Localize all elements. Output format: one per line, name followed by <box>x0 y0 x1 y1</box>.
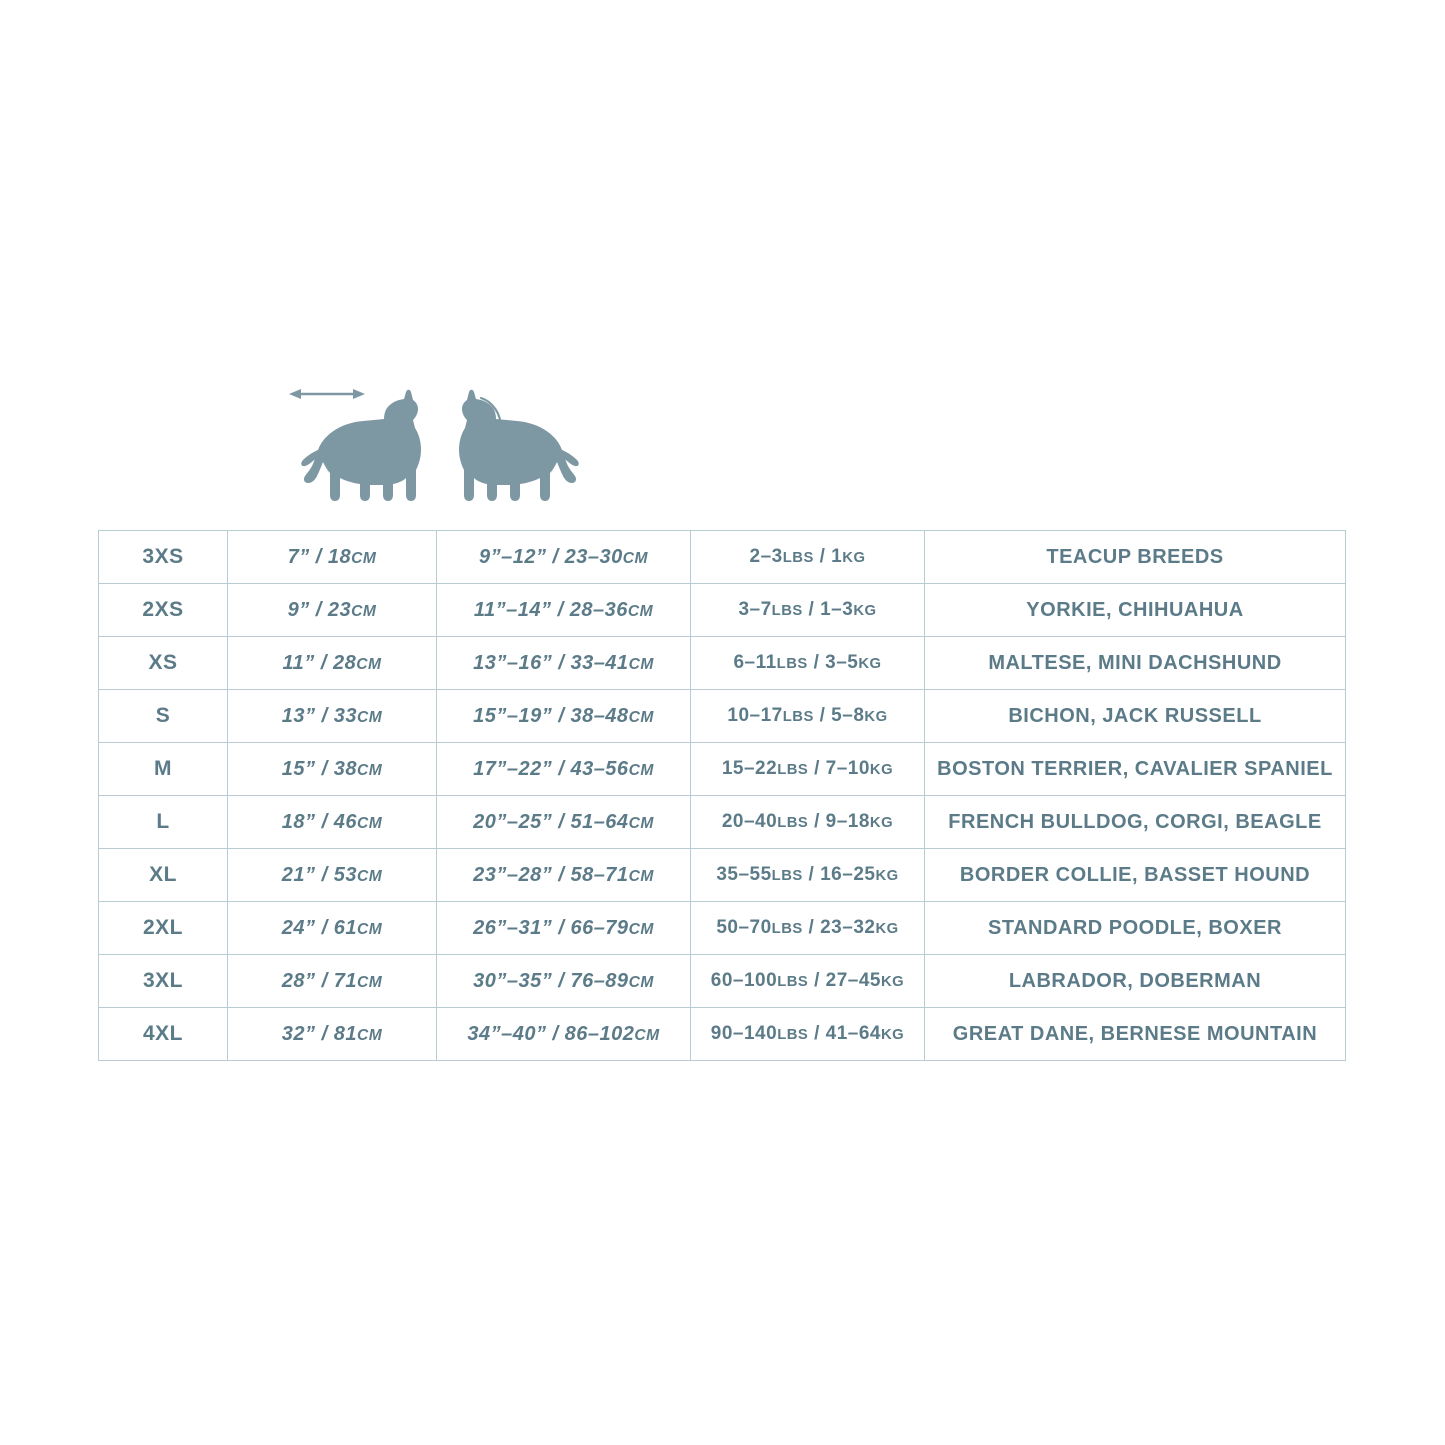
neck-value: 21” / 53 <box>281 863 357 886</box>
cell-breeds: BORDER COLLIE, BASSET HOUND <box>925 849 1346 902</box>
cell-neck <box>228 849 437 902</box>
chest-value: 15”–19” / 38–48 <box>473 704 629 727</box>
cell-chest <box>437 1008 691 1061</box>
chest-value: 17”–22” / 43–56 <box>473 757 629 780</box>
cell-chest <box>437 690 691 743</box>
weight-value: 35–55 <box>716 864 772 885</box>
cell-breeds: GREAT DANE, BERNESE MOUNTAIN <box>925 1008 1346 1061</box>
cell-weight <box>691 796 925 849</box>
cell-breeds: BICHON, JACK RUSSELL <box>925 690 1346 743</box>
cell-neck <box>228 531 437 584</box>
weight-separator: / 16–25 <box>802 864 876 885</box>
cell-chest <box>437 796 691 849</box>
cell-size: L <box>99 796 228 849</box>
weight-value: 60–100 <box>710 970 778 991</box>
weight-unit-lbs: LBS <box>771 868 803 884</box>
cell-size: 3XL <box>99 955 228 1008</box>
chest-unit: CM <box>628 708 654 726</box>
cell-weight <box>691 637 925 690</box>
weight-unit-lbs: LBS <box>782 709 814 725</box>
neck-value: 9” / 23 <box>287 598 352 621</box>
neck-unit: CM <box>356 1026 383 1044</box>
chest-unit: CM <box>628 761 654 779</box>
weight-unit-kg: KG <box>880 1027 905 1043</box>
weight-value: 15–22 <box>721 758 778 779</box>
weight-unit-lbs: LBS <box>776 656 808 672</box>
weight-unit-lbs: LBS <box>777 762 809 778</box>
neck-unit: CM <box>356 867 383 885</box>
size-chart-body <box>99 531 1346 1061</box>
weight-value: 2–3 <box>749 546 783 567</box>
cell-breeds: LABRADOR, DOBERMAN <box>925 955 1346 1008</box>
chest-value: 30”–35” / 76–89 <box>473 969 629 992</box>
cell-neck <box>228 584 437 637</box>
cell-breeds: STANDARD POODLE, BOXER <box>925 902 1346 955</box>
chest-value: 11”–14” / 28–36 <box>473 598 628 621</box>
cell-chest <box>437 955 691 1008</box>
weight-unit-kg: KG <box>869 815 894 831</box>
cell-weight <box>691 743 925 796</box>
weight-separator: / 23–32 <box>802 917 876 938</box>
weight-unit-lbs: LBS <box>777 815 809 831</box>
neck-unit: CM <box>356 761 383 779</box>
dog-measurement-illustration <box>285 380 595 505</box>
cell-chest <box>437 743 691 796</box>
table-row <box>99 796 1346 849</box>
weight-unit-kg: KG <box>858 656 882 672</box>
weight-separator: / 7–10 <box>808 758 870 779</box>
cell-neck <box>228 743 437 796</box>
weight-unit-kg: KG <box>875 921 899 937</box>
weight-separator: / 1–3 <box>802 599 854 620</box>
cell-size: 4XL <box>99 1008 228 1061</box>
chest-unit: CM <box>628 973 654 991</box>
weight-unit-kg: KG <box>853 603 877 619</box>
neck-unit: CM <box>356 814 383 832</box>
cell-neck <box>228 637 437 690</box>
cell-weight <box>691 849 925 902</box>
chest-unit: CM <box>627 602 654 620</box>
cell-weight <box>691 955 925 1008</box>
table-row <box>99 690 1346 743</box>
table-row <box>99 531 1346 584</box>
table-row <box>99 902 1346 955</box>
cell-neck <box>228 690 437 743</box>
weight-unit-lbs: LBS <box>771 921 803 937</box>
weight-separator: / 3–5 <box>807 652 859 673</box>
cell-chest <box>437 637 691 690</box>
weight-unit-lbs: LBS <box>771 603 803 619</box>
neck-value: 15” / 38 <box>281 757 357 780</box>
cell-weight <box>691 690 925 743</box>
cell-weight <box>691 902 925 955</box>
weight-value: 90–140 <box>710 1023 778 1044</box>
neck-value: 18” / 46 <box>281 810 357 833</box>
weight-separator: / 5–8 <box>813 705 865 726</box>
cell-breeds: YORKIE, CHIHUAHUA <box>925 584 1346 637</box>
neck-value: 11” / 28 <box>282 651 357 674</box>
cell-chest <box>437 902 691 955</box>
cell-size: S <box>99 690 228 743</box>
cell-size: M <box>99 743 228 796</box>
cell-weight <box>691 584 925 637</box>
weight-unit-lbs: LBS <box>782 550 814 566</box>
table-row <box>99 584 1346 637</box>
cell-neck <box>228 955 437 1008</box>
cell-breeds: BOSTON TERRIER, CAVALIER SPANIEL <box>925 743 1346 796</box>
weight-separator: / 41–64 <box>808 1023 881 1044</box>
cell-breeds: TEACUP BREEDS <box>925 531 1346 584</box>
neck-measure-arrow <box>289 389 365 399</box>
chest-unit: CM <box>628 655 654 673</box>
table-row <box>99 1008 1346 1061</box>
weight-unit-lbs: LBS <box>777 974 809 990</box>
neck-unit: CM <box>351 602 377 620</box>
cell-breeds: FRENCH BULLDOG, CORGI, BEAGLE <box>925 796 1346 849</box>
chest-unit: CM <box>628 920 654 938</box>
weight-value: 3–7 <box>738 599 772 620</box>
cell-weight <box>691 531 925 584</box>
cell-size: XS <box>99 637 228 690</box>
chest-value: 9”–12” / 23–30 <box>478 545 623 568</box>
neck-value: 28” / 71 <box>281 969 357 992</box>
dog-silhouette-right <box>459 390 579 501</box>
neck-value: 24” / 61 <box>281 916 357 939</box>
weight-unit-kg: KG <box>842 550 866 566</box>
cell-neck <box>228 796 437 849</box>
weight-value: 50–70 <box>716 917 772 938</box>
chest-value: 13”–16” / 33–41 <box>473 651 629 674</box>
chest-unit: CM <box>634 1026 660 1044</box>
table-row <box>99 743 1346 796</box>
weight-unit-lbs: LBS <box>777 1027 809 1043</box>
cell-neck <box>228 1008 437 1061</box>
cell-chest <box>437 849 691 902</box>
cell-chest <box>437 584 691 637</box>
neck-unit: CM <box>356 920 383 938</box>
chest-unit: CM <box>628 814 654 832</box>
size-chart-table <box>98 530 1346 1061</box>
cell-weight <box>691 1008 925 1061</box>
weight-value: 10–17 <box>727 705 783 726</box>
cell-size: 3XS <box>99 531 228 584</box>
weight-value: 6–11 <box>733 652 777 673</box>
neck-unit: CM <box>351 549 377 567</box>
weight-separator: / 9–18 <box>808 811 870 832</box>
chest-value: 23”–28” / 58–71 <box>473 863 629 886</box>
table-row <box>99 849 1346 902</box>
cell-size: XL <box>99 849 228 902</box>
table-row <box>99 637 1346 690</box>
neck-unit: CM <box>356 655 382 673</box>
cell-neck <box>228 902 437 955</box>
neck-value: 13” / 33 <box>281 704 357 727</box>
chest-value: 26”–31” / 66–79 <box>473 916 629 939</box>
weight-unit-kg: KG <box>869 762 894 778</box>
weight-value: 20–40 <box>721 811 778 832</box>
weight-unit-kg: KG <box>880 974 905 990</box>
table-row <box>99 955 1346 1008</box>
chest-unit: CM <box>622 549 649 567</box>
chest-value: 20”–25” / 51–64 <box>473 810 629 833</box>
cell-breeds: MALTESE, MINI DACHSHUND <box>925 637 1346 690</box>
weight-unit-kg: KG <box>875 868 899 884</box>
cell-size: 2XS <box>99 584 228 637</box>
cell-size: 2XL <box>99 902 228 955</box>
size-chart-table-container <box>98 530 1346 1061</box>
neck-value: 32” / 81 <box>281 1022 357 1045</box>
neck-value: 7” / 18 <box>287 545 352 568</box>
chest-unit: CM <box>628 867 654 885</box>
cell-chest <box>437 531 691 584</box>
dog-silhouette-left <box>301 390 421 501</box>
neck-unit: CM <box>356 973 383 991</box>
weight-separator: / 1 <box>813 546 843 567</box>
neck-unit: CM <box>356 708 383 726</box>
weight-separator: / 27–45 <box>808 970 881 991</box>
chest-value: 34”–40” / 86–102 <box>467 1022 635 1045</box>
weight-unit-kg: KG <box>864 709 888 725</box>
